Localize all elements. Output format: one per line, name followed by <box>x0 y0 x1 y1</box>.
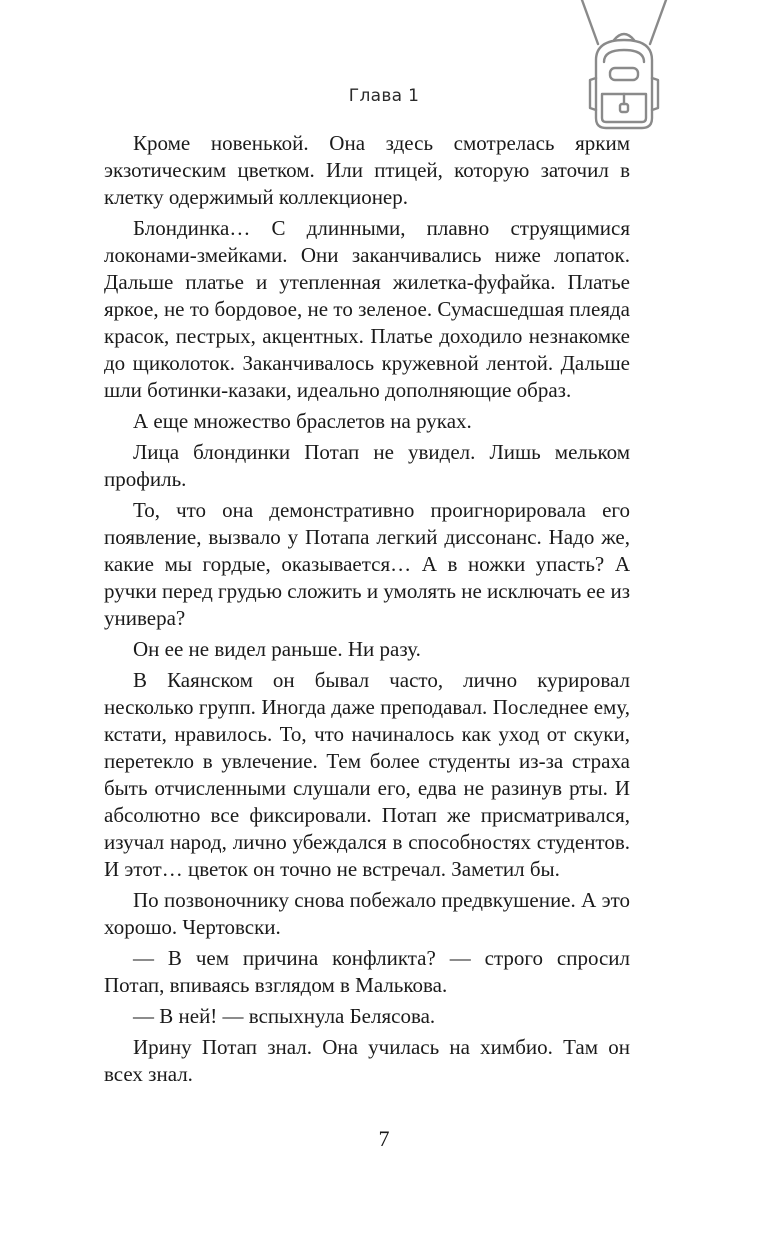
paragraph: В Каянском он бывал часто, лично курировал несколько групп. Иногда даже преподавал. Последнее ему, кстати, нравилось. То, что начиналось как уход от скуки, перетекло в увлечение. Тем более студенты из-за страха быть отчисленными слушали его, едва не разинув рты. И абсолютно все фиксировали. Потап же присматривался, изучал народ, лично убеждался в способностях студентов. И этот… цветок он точно не встречал. Заметил бы. <box>104 668 630 881</box>
paragraph: — В ней! — вспыхнула Белясова. <box>133 1004 436 1028</box>
paragraph: А еще множество браслетов на руках. <box>133 409 472 433</box>
chapter-title: Глава 1 <box>348 86 420 106</box>
paragraph: Он ее не видел раньше. Ни разу. <box>133 637 421 661</box>
paragraph: То, что она демонстративно проигнорировала его появление, вызвало у Потапа легкий диссонанс. Надо же, какие мы гордые, оказывается… А в ножки упасть? А ручки перед грудью сложить и умолять не исключать ее из универа? <box>104 498 630 630</box>
paragraph: Блондинка… С длинными, плавно струящимися локонами-змейками. Они заканчивались ниже лопаток. Дальше платье и утепленная жилетка-фуфайка. Платье яркое, не то бордовое, не то зеленое. Сумасшедшая плеяда красок, пестрых, акцентных. Платье доходило незнакомке до щиколоток. Заканчивалось кружевной лентой. Дальше шли ботинки-казаки, идеально дополняющие образ. <box>104 216 630 402</box>
paragraph: Лица блондинки Потап не увидел. Лишь мельком профиль. <box>104 440 630 491</box>
paragraph: По позвоночнику снова побежало предвкушение. А это хорошо. Чертовски. <box>104 888 630 939</box>
body-text <box>104 130 630 1092</box>
page-number: 7 <box>378 1126 390 1151</box>
paragraph: Кроме новенькой. Она здесь смотрелась ярким экзотическим цветком. Или птицей, которую заточил в клетку одержимый коллекционер. <box>104 131 630 209</box>
paragraph: — В чем причина конфликта? — строго спросил Потап, впиваясь взглядом в Малькова. <box>104 946 630 997</box>
paragraph: Ирину Потап знал. Она училась на химбио. Там он всех знал. <box>104 1035 630 1086</box>
backpack-icon <box>574 0 674 132</box>
